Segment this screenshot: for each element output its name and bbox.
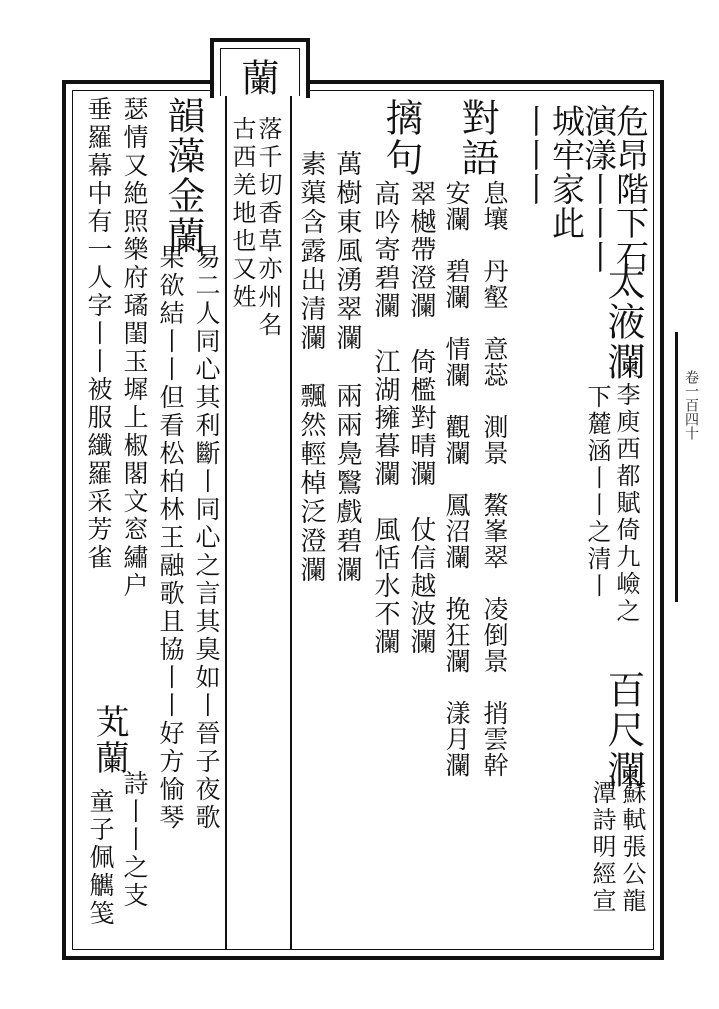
- chiju-line-1: 翠樾帶澄瀾 倚檻對晴瀾 仗信越波瀾: [406, 180, 436, 656]
- text-column-1: 危昂階下石: [611, 104, 650, 274]
- duiyu-line-1: 息壤 丹壑 意蕊 測景 鰲峯翠 凌倒景 捎雲幹: [480, 180, 509, 778]
- entry-heading-wanlan: 芄蘭: [89, 704, 129, 776]
- headword-lan: 蘭: [235, 58, 279, 98]
- tab-label: 卷一百四十: [683, 370, 699, 440]
- entry-note-baichi: 蘇軾張公龍: [618, 780, 646, 915]
- yunzao-line-4: 垂羅幕中有一人字丨丨被服纖羅采芳雀: [84, 96, 113, 572]
- chiju-line-3: 萬樹東風湧翠瀾 兩兩鳧鷖戲碧瀾: [332, 150, 362, 585]
- lan-note-2: 古西羌地也又姓: [228, 116, 256, 312]
- section-heading-duiyu: 對語: [455, 98, 499, 178]
- duiyu-line-2: 安瀾 碧瀾 情瀾 觀瀾 鳳沼瀾 挽狂瀾 漾月瀾: [442, 180, 471, 778]
- entry-heading-baichi: 百尺瀾: [601, 670, 645, 790]
- yunzao-line-1: 易二人同心其利斷丨同心之言其臭如丨晉子夜歌: [192, 244, 221, 832]
- chiju-line-2: 高吟寄碧瀾 江湖擁暮瀾 風恬水不瀾: [370, 180, 400, 656]
- section-heading-yunzao: 韻藻金蘭: [161, 96, 205, 256]
- entry-heading-taiye: 太液瀾: [601, 262, 645, 382]
- yunzao-line-5: 童子佩觽笺: [86, 788, 115, 928]
- column-rule: [290, 96, 292, 950]
- tab-rule: [675, 332, 678, 602]
- yunzao-line-3: 瑟情又絶照樂府璚閨玉墀上椒閣文窓繡户: [120, 96, 149, 600]
- entry-note-baichi-2: 潭詩明經宣: [588, 780, 616, 915]
- yunzao-line-2: 果欲結丨丨但看松柏林王融歌且協丨丨好方愉琴: [156, 244, 185, 832]
- section-heading-chiju: 摛句: [379, 98, 423, 178]
- text-column-4: 丨丨丨: [515, 104, 554, 206]
- entry-note-taiye-2: 下麓涵丨丨之清丨: [583, 384, 611, 600]
- lan-note-1: 落千切香草亦州名: [254, 116, 282, 340]
- wanlan-note: 詩丨丨之支: [120, 770, 149, 910]
- entry-note-taiye: 李庾西都賦倚九嶮之: [612, 382, 640, 625]
- text-column-2: 演漾丨丨丨: [579, 104, 618, 274]
- column-rule: [225, 96, 227, 950]
- chiju-line-4: 素蕖含露出清瀾 飄然輕棹泛澄瀾: [296, 150, 326, 585]
- text-column-3: 城牢家此: [547, 104, 586, 240]
